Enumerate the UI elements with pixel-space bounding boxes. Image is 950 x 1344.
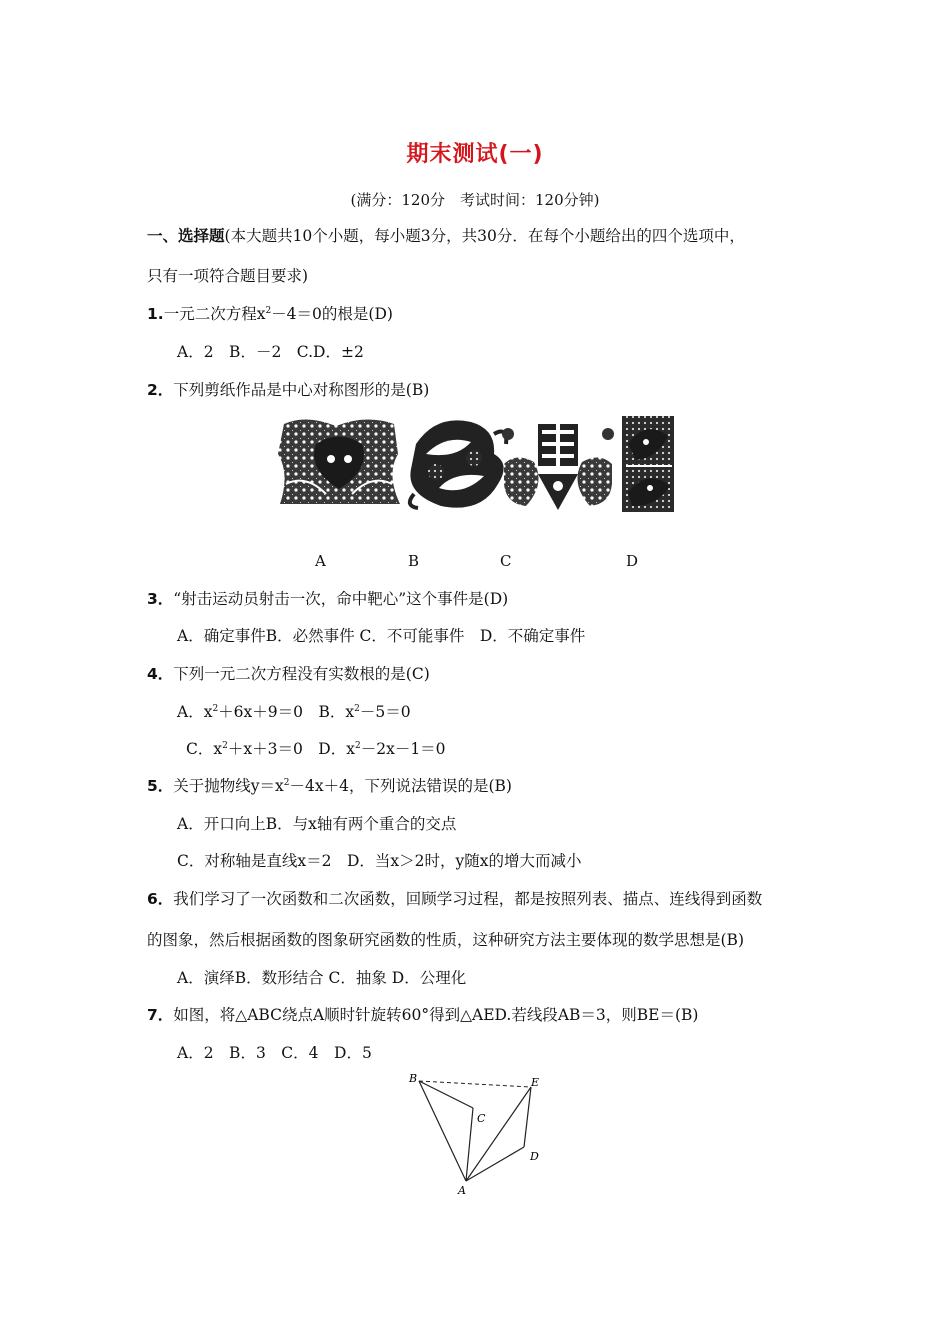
question-stem: 如图，将△ABC绕点A顺时针旋转60°得到△AED.若线段AB＝3，则BE＝(B)	[173, 1006, 699, 1024]
option-text: ＋6x＋9＝0 B．x	[218, 703, 355, 721]
question-stem: 下列剪纸作品是中心对称图形的是(B)	[173, 381, 430, 399]
question-6-options: A．演绎B．数形结合 C．抽象 D．公理化	[177, 969, 467, 987]
segment-ab	[419, 1081, 466, 1181]
option-text: C．x	[186, 740, 223, 758]
segment-ae	[466, 1087, 531, 1181]
option-text: ＋x＋3＝0 D．x	[227, 740, 355, 758]
question-stem: 一元二次方程x	[163, 305, 266, 323]
point-label-b: B	[409, 1072, 418, 1085]
question-4-options-ab	[177, 702, 411, 722]
point-label-a: A	[458, 1184, 466, 1197]
rotation-figure	[400, 1068, 560, 1198]
papercut-c	[502, 424, 614, 510]
question-stem: 我们学习了一次函数和二次函数，回顾学习过程，都是按照列表、描点、连线得到函数	[173, 890, 763, 908]
question-2	[147, 380, 429, 400]
question-number: 3．	[147, 590, 174, 608]
question-number: 7．	[147, 1006, 174, 1024]
superscript: 2	[283, 778, 290, 788]
question-6	[147, 889, 762, 909]
image-label-b: B	[408, 552, 420, 570]
question-5-options-cd: C．对称轴是直线x＝2 D．当x＞2时，y随x的增大而减小	[177, 852, 582, 870]
superscript: 2	[212, 704, 219, 714]
superscript: 2	[265, 306, 272, 316]
segment-da	[466, 1147, 524, 1181]
question-number: 1.	[147, 305, 164, 323]
superscript: 2	[354, 741, 361, 751]
option-text: －2x－1＝0	[360, 740, 446, 758]
question-3-options: A．确定事件B．必然事件 C．不可能事件 D．不确定事件	[177, 627, 586, 645]
question-number: 5．	[147, 777, 174, 795]
superscript: 2	[354, 704, 360, 714]
section-description-cont: 只有一项符合题目要求)	[147, 267, 309, 285]
page-title: 期末测试(一)	[406, 142, 544, 167]
papercut-b	[410, 420, 506, 508]
section-heading: 一、选择题	[147, 227, 225, 245]
point-label-c: C	[477, 1112, 486, 1125]
segment-bc	[419, 1081, 473, 1108]
question-stem: 关于抛物线y＝x	[173, 777, 284, 795]
superscript: 2	[222, 741, 228, 751]
papercut-a	[278, 419, 400, 504]
question-7-options: A．2 B．3 C．4 D．5	[177, 1044, 372, 1062]
question-7	[147, 1005, 698, 1025]
question-number: 6．	[147, 890, 174, 908]
segment-ca	[466, 1108, 473, 1181]
option-text: A．x	[177, 703, 213, 721]
image-label-c: C	[500, 552, 512, 570]
question-number: 2．	[147, 381, 174, 399]
question-stem: “射击运动员射击一次，命中靶心”这个事件是(D)	[173, 590, 509, 608]
point-label-e: E	[531, 1076, 540, 1089]
question-number: 4．	[147, 665, 174, 683]
section-description: (本大题共10个小题，每小题3分，共30分．在每个小题给出的四个选项中，	[224, 227, 745, 245]
papercut-d	[622, 416, 674, 512]
image-label-d: D	[626, 552, 639, 570]
option-text: －5＝0	[359, 703, 411, 721]
segment-be	[419, 1081, 531, 1087]
question-1-options: A．2 B．－2 C.D．±2	[177, 343, 364, 361]
papercut-images	[276, 414, 676, 514]
image-label-a: A	[315, 552, 326, 570]
question-5	[147, 776, 512, 796]
question-4	[147, 664, 430, 684]
question-6-cont: 的图象，然后根据函数的图象研究函数的性质，这种研究方法主要体现的数学思想是(B)	[147, 931, 744, 949]
section-heading-line	[147, 226, 745, 246]
question-4-options-cd	[186, 739, 446, 759]
question-stem-cont: －4x＋4，下列说法错误的是(B)	[289, 777, 512, 795]
question-stem: 下列一元二次方程没有实数根的是(C)	[173, 665, 430, 683]
question-1	[147, 304, 393, 324]
exam-info: (满分：120分 考试时间：120分钟)	[350, 191, 600, 209]
question-3	[147, 589, 508, 609]
question-5-options-ab: A．开口向上B．与x轴有两个重合的交点	[177, 815, 457, 833]
question-stem-cont: －4＝0的根是(D)	[271, 305, 393, 323]
point-label-d: D	[530, 1150, 539, 1163]
